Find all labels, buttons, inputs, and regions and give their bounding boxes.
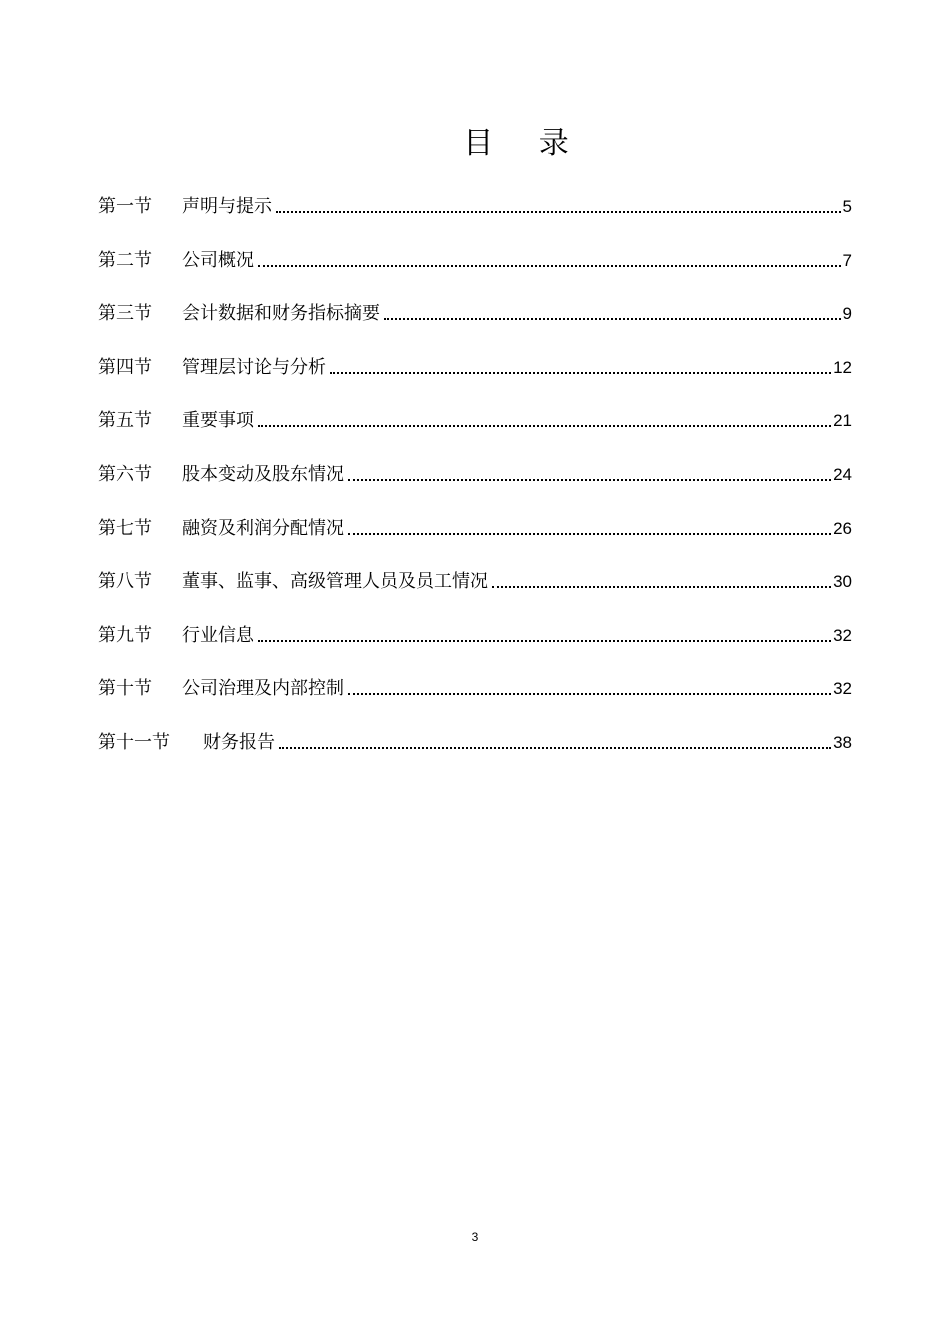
toc-entry[interactable] (98, 247, 852, 301)
page-title: 目 录 (463, 126, 587, 161)
dot-leader (492, 585, 831, 588)
toc-section-title: 行业信息 (182, 624, 254, 646)
toc-section-title: 董事、监事、高级管理人员及员工情况 (182, 571, 488, 593)
toc-section-number: 第十节 (98, 678, 152, 700)
toc-section-number: 第一节 (98, 196, 152, 217)
toc-section-title: 管理层讨论与分析 (182, 356, 326, 378)
table-of-contents (98, 193, 852, 783)
dot-leader (276, 210, 841, 213)
toc-page-number: 30 (833, 572, 852, 592)
toc-page-number: 21 (833, 411, 852, 431)
toc-section-number: 第五节 (98, 410, 152, 432)
dot-leader (258, 639, 831, 642)
toc-section-title: 会计数据和财务指标摘要 (182, 303, 380, 325)
toc-entry[interactable] (98, 515, 852, 569)
toc-entry[interactable] (98, 354, 852, 408)
toc-entry[interactable] (98, 193, 852, 247)
toc-section-title: 声明与提示 (182, 196, 272, 217)
dot-leader (258, 424, 831, 427)
toc-page-number: 12 (833, 357, 852, 377)
toc-section-number: 第三节 (98, 303, 152, 325)
dot-leader (279, 746, 831, 749)
toc-page-number: 26 (833, 518, 852, 538)
toc-entry[interactable] (98, 675, 852, 729)
toc-entry[interactable] (98, 729, 852, 783)
toc-section-number: 第九节 (98, 624, 152, 646)
toc-page-number: 32 (833, 679, 852, 699)
toc-page-number: 5 (842, 197, 852, 216)
toc-entry[interactable] (98, 568, 852, 622)
toc-entry[interactable] (98, 622, 852, 676)
toc-section-title: 财务报告 (203, 731, 275, 753)
dot-leader (330, 371, 831, 374)
page-footer-number: 3 (471, 1230, 479, 1244)
toc-entry[interactable] (98, 300, 852, 354)
toc-page-number: 32 (833, 625, 852, 645)
toc-entry[interactable] (98, 407, 852, 461)
toc-section-number: 第八节 (98, 571, 152, 593)
dot-leader (348, 692, 831, 695)
dot-leader (348, 532, 831, 535)
dot-leader (384, 317, 841, 320)
toc-section-number: 第十一节 (98, 731, 170, 753)
toc-section-title: 融资及利润分配情况 (182, 517, 344, 539)
toc-section-number: 第四节 (98, 356, 152, 378)
toc-page-number: 9 (842, 304, 852, 324)
toc-section-title: 重要事项 (182, 410, 254, 432)
toc-section-title: 公司治理及内部控制 (182, 678, 344, 700)
toc-section-number: 第六节 (98, 463, 152, 485)
toc-section-number: 第二节 (98, 249, 152, 271)
toc-entry[interactable] (98, 461, 852, 515)
toc-section-title: 公司概况 (182, 249, 254, 271)
toc-section-title: 股本变动及股东情况 (182, 463, 344, 485)
dot-leader (258, 264, 841, 267)
toc-page-number: 7 (842, 250, 852, 270)
toc-section-number: 第七节 (98, 517, 152, 539)
toc-page-number: 24 (833, 464, 852, 484)
toc-page-number: 38 (833, 732, 852, 752)
dot-leader (348, 478, 831, 481)
